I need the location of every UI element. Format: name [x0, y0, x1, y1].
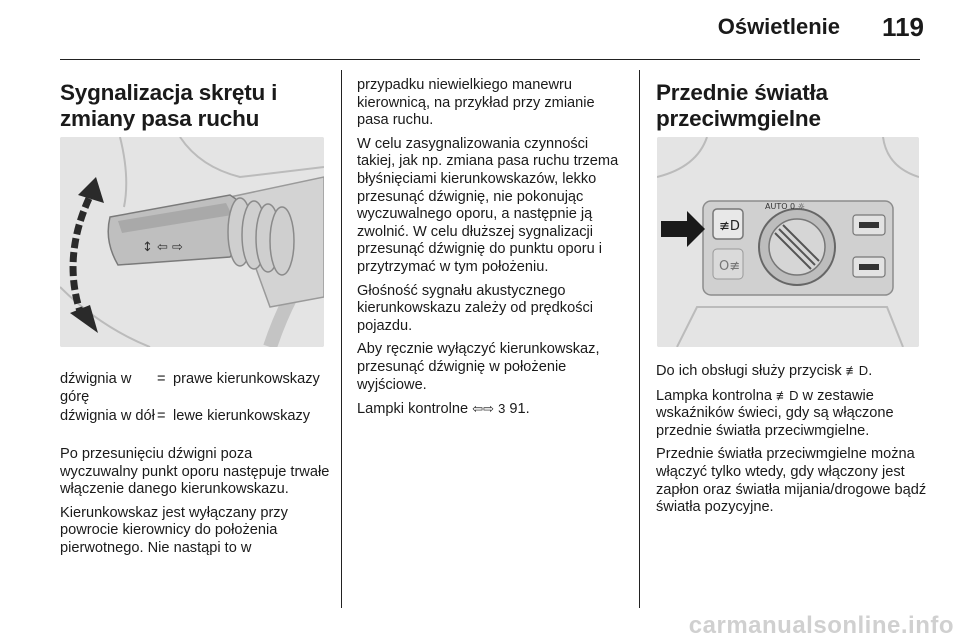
paragraph-text: .	[868, 363, 873, 379]
paragraph: Aby ręcznie wyłączyć kierunkowskaz, przesunąć dźwignię w położenie wyjściowe.	[357, 341, 600, 393]
middle-body-text	[357, 77, 629, 419]
right-body-text	[656, 362, 928, 517]
legend-definition: lewe kierunkowskazy	[173, 408, 311, 425]
svg-text:O≢: O≢	[719, 259, 741, 274]
cross-reference	[357, 400, 629, 419]
legend-term: dźwignia w górę	[60, 371, 132, 405]
legend-term: dźwignia w dół	[60, 408, 155, 425]
paragraph: Przednie światła przeciwmgielne można włączyć tylko wtedy, gdy włączony jest zapłon oraz światła mijania/drogowe bądź światła pozycyjne.	[656, 446, 927, 516]
fog-light-icon: ≢D	[845, 363, 869, 378]
turn-signal-icon: ⇦⇨	[472, 401, 494, 417]
reference-page[interactable]: 91.	[509, 401, 530, 418]
page-header	[0, 0, 960, 60]
watermark: carmanualsonline.info	[688, 612, 954, 639]
paragraph: W celu zasygnalizowania czynności takiej, jak np. zmiana pasa ruchu trzema błyśnięciami kierunkowskazów, lekko przesunąć dźwignię, nie pokonując wyczuwalnego oporu, a następnie ją zwolnić. W celu dłuższej sygnalizacji przesunąć dźwignię do punktu oporu i przytrzymać w tym położeniu.	[357, 135, 619, 275]
legend-equals: =	[157, 408, 166, 425]
column-divider-left	[341, 70, 342, 608]
paragraph: przypadku niewielkiego manewru kierownicą, na przykład przy zmianie pasa ruchu.	[357, 77, 595, 129]
paragraph	[656, 362, 928, 381]
paragraph-text: Do ich obsługi służy przycisk	[656, 363, 842, 379]
legend-row	[60, 408, 326, 426]
reference-label: Lampki kontrolne	[357, 401, 469, 418]
left-heading	[60, 80, 330, 132]
legend-equals: =	[157, 371, 166, 387]
svg-text:AUTO 0 ☼: AUTO 0 ☼	[765, 202, 805, 211]
header-divider	[60, 59, 920, 60]
turn-signal-stalk-illustration	[60, 137, 324, 347]
legend-table	[60, 371, 326, 428]
left-body-text	[60, 446, 330, 558]
paragraph-text: Lampka kontrolna	[656, 387, 773, 404]
left-heading-line2: zmiany pasa ruchu	[60, 106, 260, 131]
page-number: 119	[882, 12, 924, 42]
page-ref-arrow-icon: 3	[498, 401, 506, 417]
fog-light-indicator-icon: ≢D	[776, 387, 799, 403]
right-heading-line2: przeciwmgielne	[656, 106, 821, 131]
svg-text:↕ ⇦ ⇨: ↕ ⇦ ⇨	[142, 240, 183, 255]
right-heading	[656, 80, 926, 132]
paragraph: Głośność sygnału akustycznego kierunkowskazu zależy od prędkości pojazdu.	[357, 282, 594, 334]
paragraph: Po przesunięciu dźwigni poza wyczuwalny punkt oporu następuje trwałe włączenie danego kierunkowskazu.	[60, 446, 330, 498]
column-divider-right	[639, 70, 640, 608]
fog-light-figure	[657, 137, 919, 347]
section-title: Oświetlenie	[717, 14, 840, 39]
light-switch-panel-illustration	[657, 137, 919, 347]
paragraph-text: w zestawie wskaźników świeci, gdy są włączone przednie światła przeciwmgielne.	[656, 387, 894, 439]
turn-signal-figure	[60, 137, 324, 347]
paragraph: Kierunkowskaz jest wyłączany przy powrocie kierownicy do położenia pierwotnego. Nie nastąpi to w	[60, 504, 288, 556]
legend-definition: prawe kierunkowskazy	[173, 371, 320, 387]
right-heading-line1: Przednie światła	[656, 80, 828, 105]
paragraph	[656, 387, 928, 441]
left-heading-line1: Sygnalizacja skrętu i	[60, 80, 278, 105]
svg-text:≢D: ≢D	[719, 219, 740, 234]
legend-row	[60, 371, 326, 406]
